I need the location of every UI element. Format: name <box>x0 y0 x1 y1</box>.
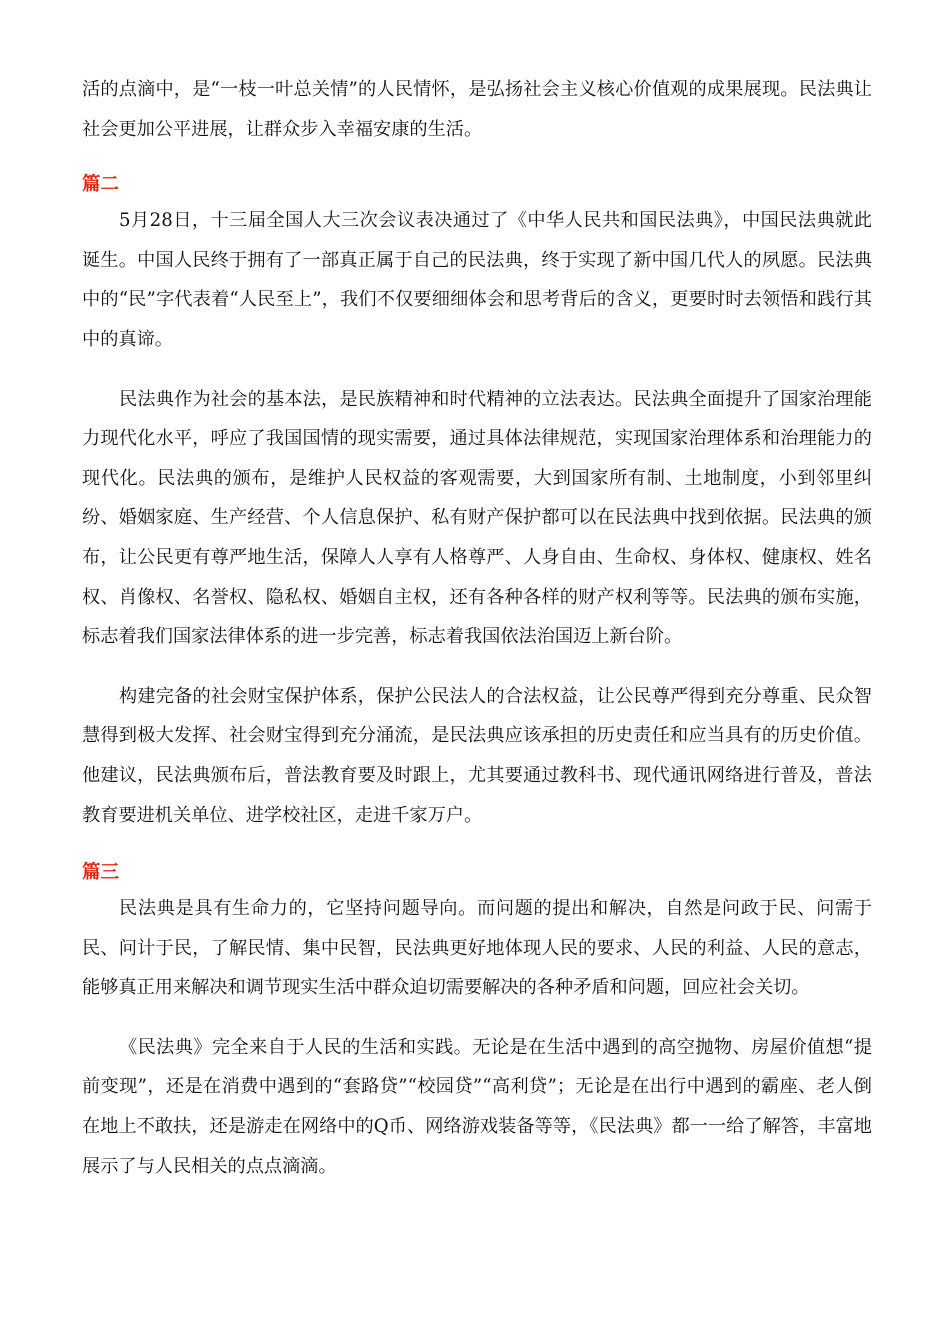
section-heading-2: 篇二 <box>82 174 120 196</box>
section-heading-3: 篇三 <box>82 862 120 884</box>
intro-paragraph: 活的点滴中，是“一枝一叶总关情”的人民情怀，是弘扬社会主义核心价值观的成果展现。民法典让社会更加公平进展，让群众步入幸福安康的生活。 <box>82 79 872 140</box>
section2-paragraph-3: 构建完备的社会财宝保护体系，保护公民法人的合法权益，让公民尊严得到充分尊重、民众智慧得到极大发挥、社会财宝得到充分涌流，是民法典应该承担的历史责任和应当具有的历史价值。他建议，民法典颁布后，普法教育要及时跟上，尤其要通过教科书、现代通讯网络进行普及，普法教育要进机关单位、进学校社区，走进千家万户。 <box>82 685 872 826</box>
section2-paragraph-2: 民法典作为社会的基本法，是民族精神和时代精神的立法表达。民法典全面提升了国家治理能力现代化水平，呼应了我国国情的现实需要，通过具体法律规范，实现国家治理体系和治理能力的现代化。民法典的颁布，是维护人民权益的客观需要，大到国家所有制、土地制度，小到邻里纠纷、婚姻家庭、生产经营、个人信息保护、私有财产保护都可以在民法典中找到依据。民法典的颁布，让公民更有尊严地生活，保障人人享有人格尊严、人身自由、生命权、身体权、健康权、姓名权、肖像权、名誉权、隐私权、婚姻自主权，还有各种各样的财产权利等等。民法典的颁布实施，标志着我们国家法律体系的进一步完善，标志着我国依法治国迈上新台阶。 <box>82 388 872 648</box>
section3-paragraph-1: 民法典是具有生命力的，它坚持问题导向。而问题的提出和解决，自然是问政于民、问需于民、问计于民，了解民情、集中民智，民法典更好地体现人民的要求、人民的利益、人民的意志，能够真正用来解决和调节现实生活中群众迫切需要解决的各种矛盾和问题，回应社会关切。 <box>82 898 872 999</box>
section2-paragraph-1: 5月28日，十三届全国人大三次会议表决通过了《中华人民共和国民法典》，中国民法典就此诞生。中国人民终于拥有了一部真正属于自己的民法典，终于实现了新中国几代人的夙愿。民法典中的“民”字代表着“人民至上”，我们不仅要细细体会和思考背后的含义，更要时时去领悟和践行其中的真谛。 <box>82 210 872 350</box>
section3-paragraph-2: 《民法典》完全来自于人民的生活和实践。无论是在生活中遇到的高空抛物、房屋价值想“提前变现”，还是在消费中遇到的“套路贷”“校园贷”“高利贷”；无论是在出行中遇到的霸座、老人倒在地上不敢扶，还是游走在网络中的Q币、网络游戏装备等等，《民法典》都一一给了解答，丰富地展示了与人民相关的点点滴滴。 <box>82 1036 872 1177</box>
document-page <box>82 70 872 1186</box>
